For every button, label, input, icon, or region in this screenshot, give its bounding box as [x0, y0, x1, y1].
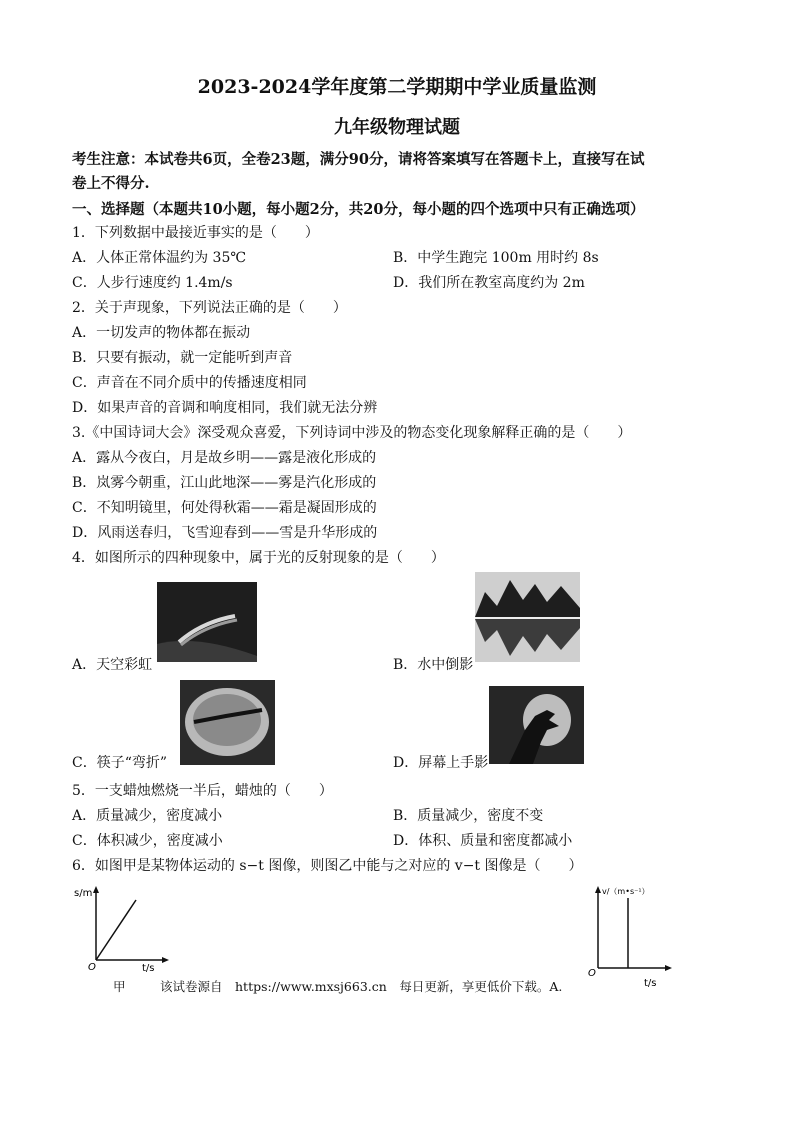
- graph-jia-xlabel: t/s: [142, 963, 155, 972]
- graph-jia-origin: O: [88, 962, 96, 972]
- q4-option-c: C．筷子“弯折”: [72, 755, 168, 771]
- q4-option-b: B．水中倒影: [393, 657, 474, 673]
- q3-stem: 3.《中国诗词大会》深受观众喜爱，下列诗词中涉及的物态变化现象解释正确的是（ ）: [72, 425, 632, 441]
- q5-option-b: B．质量减少，密度不变: [393, 808, 544, 824]
- q2-stem: 2．关于声现象，下列说法正确的是（ ）: [72, 300, 347, 316]
- graph-jia-y-arrow: [93, 886, 99, 893]
- graph-yi-y-arrow: [595, 886, 601, 893]
- graph-jia-caption: 甲: [113, 979, 126, 994]
- q2-option-c: C．声音在不同介质中的传播速度相同: [72, 375, 307, 391]
- graph-yi-xlabel: t/s: [644, 978, 657, 989]
- q1-option-c: C．人步行速度约 1.4m/s: [72, 275, 233, 291]
- graph-yi-vt: [584, 880, 674, 990]
- q4-option-a: A．天空彩虹: [72, 657, 153, 673]
- graph-jia-x-arrow: [162, 957, 169, 963]
- graph-yi-ylabel: v/（m•s⁻¹）: [602, 887, 650, 896]
- reflection-photo: [475, 572, 580, 662]
- q1-option-b: B．中学生跑完 100m 用时约 8s: [393, 250, 599, 266]
- exam-title: 2023-2024学年度第二学期期中学业质量监测: [197, 76, 597, 98]
- source-note: 该试卷源自 https://www.mxsj663.cn 每日更新，享更低价下载。A.: [160, 979, 563, 994]
- q3-option-c: C．不知明镜里，何处得秋霜——霜是凝固形成的: [72, 500, 377, 516]
- q1-stem: 1．下列数据中最接近事实的是（ ）: [72, 225, 319, 241]
- notice-line-1: 考生注意：本试卷共6页，全卷23题，满分90分，请将答案填写在答题卡上，直接写在试: [72, 151, 645, 168]
- graph-yi-x-arrow: [665, 965, 672, 971]
- section-heading: 一、选择题（本题共10小题，每小题2分，共20分，每小题的四个选项中只有正确选项）: [72, 201, 645, 218]
- graph-jia-st: [70, 882, 170, 972]
- q4-stem: 4．如图所示的四种现象中，属于光的反射现象的是（ ）: [72, 550, 445, 566]
- q2-option-b: B．只要有振动，就一定能听到声音: [72, 350, 293, 366]
- q3-option-a: A．露从今夜白，月是故乡明——露是液化形成的: [72, 450, 377, 466]
- exam-subtitle: 九年级物理试题: [334, 117, 460, 138]
- q2-option-d: D．如果声音的音调和响度相同，我们就无法分辨: [72, 400, 378, 416]
- graph-jia-line: [96, 900, 136, 960]
- q6-stem: 6．如图甲是某物体运动的 s−t 图像，则图乙中能与之对应的 v−t 图像是（ ）: [72, 858, 583, 874]
- q4-option-d: D．屏幕上手影: [393, 755, 489, 771]
- notice-line-2: 卷上不得分.: [72, 175, 150, 192]
- q5-option-d: D．体积、质量和密度都减小: [393, 833, 573, 849]
- q2-option-a: A．一切发声的物体都在振动: [72, 325, 251, 341]
- q5-stem: 5．一支蜡烛燃烧一半后，蜡烛的（ ）: [72, 783, 333, 799]
- q3-option-b: B．岚雾今朝重，江山此地深——雾是汽化形成的: [72, 475, 377, 491]
- q5-option-c: C．体积减少，密度减小: [72, 833, 223, 849]
- q1-option-d: D．我们所在教室高度约为 2m: [393, 275, 585, 291]
- graph-jia-ylabel: s/m: [74, 888, 93, 899]
- q5-option-a: A．质量减少，密度减小: [72, 808, 223, 824]
- graph-yi-origin: O: [588, 968, 596, 979]
- rainbow-photo: [157, 582, 257, 662]
- q3-option-d: D．风雨送春归，飞雪迎春到——雪是升华形成的: [72, 525, 378, 541]
- q1-option-a: A．人体正常体温约为 35℃: [72, 250, 247, 266]
- chopstick-photo: [180, 680, 275, 765]
- hand-shadow-photo: [489, 686, 584, 764]
